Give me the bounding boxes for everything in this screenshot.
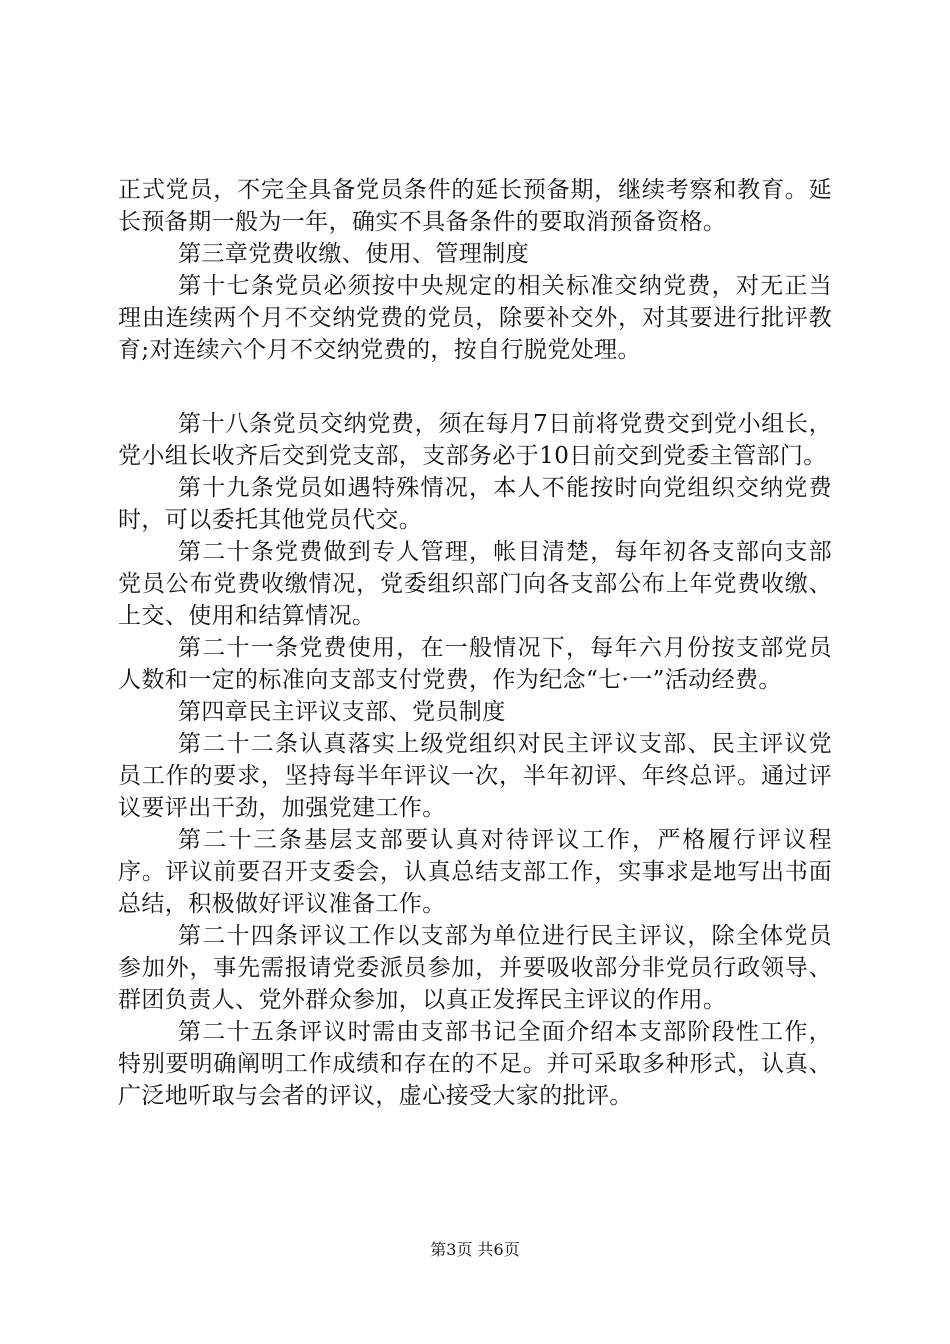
page-number-footer: 第3页 共6页 [430, 1240, 520, 1259]
article-18: 第十八条党员交纳党费，须在每月7日前将党费交到党小组长，党小组长收齐后交到党支部，支部务必于10日前交到党委主管部门。 [118, 411, 832, 469]
article-23: 第二十三条基层支部要认真对待评议工作，严格履行评议程序。评议前要召开支委会，认真总结支部工作，实事求是地写出书面总结，积极做好评议准备工作。 [118, 827, 832, 917]
article-22: 第二十二条认真落实上级党组织对民主评议支部、民主评议党员工作的要求，坚持每半年评议一次，半年初评、年终总评。通过评议要评出干劲，加强党建工作。 [118, 731, 832, 821]
article-19: 第十九条党员如遇特殊情况，本人不能按时向党组织交纳党费时，可以委托其他党员代交。 [118, 475, 832, 533]
paragraph-continuation: 正式党员，不完全具备党员条件的延长预备期，继续考察和教育。延长预备期一般为一年，确实不具备条件的要取消预备资格。 [118, 177, 832, 235]
chapter-heading-4: 第四章民主评议支部、党员制度 [178, 699, 506, 725]
article-20: 第二十条党费做到专人管理，帐目清楚，每年初各支部向支部党员公布党费收缴情况，党委组织部门向各支部公布上年党费收缴、上交、使用和结算情况。 [118, 539, 832, 629]
document-body [118, 174, 832, 1112]
article-21: 第二十一条党费使用，在一般情况下，每年六月份按支部党员人数和一定的标准向支部支付党费，作为纪念“七·一”活动经费。 [118, 635, 832, 693]
article-17: 第十七条党员必须按中央规定的相关标准交纳党费，对无正当理由连续两个月不交纳党费的党员，除要补交外，对其要进行批评教育;对连续六个月不交纳党费的，按自行脱党处理。 [118, 273, 832, 363]
paragraph-gap [118, 366, 832, 408]
chapter-heading-3: 第三章党费收缴、使用、管理制度 [178, 241, 529, 267]
article-25: 第二十五条评议时需由支部书记全面介绍本支部阶段性工作，特别要明确阐明工作成绩和存在的不足。并可采取多种形式，认真、广泛地听取与会者的评议，虚心接受大家的批评。 [118, 1019, 832, 1109]
article-24: 第二十四条评议工作以支部为单位进行民主评议，除全体党员参加外，事先需报请党委派员参加，并要吸收部分非党员行政领导、群团负责人、党外群众参加，以真正发挥民主评议的作用。 [118, 923, 832, 1013]
